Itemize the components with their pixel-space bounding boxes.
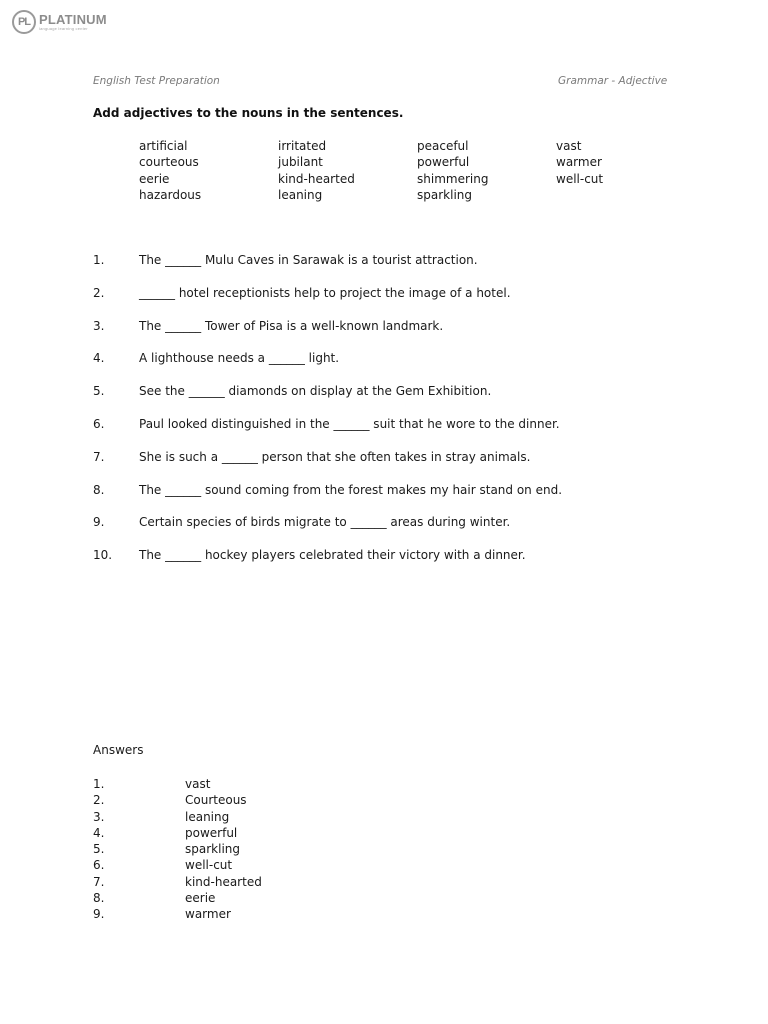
instructions-heading: Add adjectives to the nouns in the sentences. bbox=[93, 106, 404, 120]
answer-item bbox=[93, 810, 493, 826]
answer-number: 4. bbox=[93, 825, 105, 840]
answer-item bbox=[93, 875, 493, 891]
answer-item bbox=[93, 907, 493, 923]
header-topic: Grammar - Adjective bbox=[558, 75, 668, 87]
question-item bbox=[93, 548, 693, 581]
word-bank-item: vast bbox=[556, 139, 582, 153]
question-text: The ______ Tower of Pisa is a well-known landmark. bbox=[139, 318, 444, 333]
word-bank bbox=[139, 139, 656, 205]
answer-item bbox=[93, 826, 493, 842]
answer-word: vast bbox=[185, 777, 211, 791]
answers-heading: Answers bbox=[93, 743, 144, 757]
answer-word: leaning bbox=[185, 809, 230, 824]
question-number: 4. bbox=[93, 351, 105, 366]
answer-item bbox=[93, 842, 493, 858]
answer-number: 6. bbox=[93, 858, 105, 873]
question-number: 8. bbox=[93, 482, 105, 497]
question-item bbox=[93, 351, 693, 384]
question-item bbox=[93, 515, 693, 548]
header-course-title: English Test Preparation bbox=[93, 75, 220, 87]
answer-list bbox=[93, 777, 493, 924]
answer-number: 1. bbox=[93, 777, 105, 791]
answer-number: 9. bbox=[93, 907, 105, 922]
answer-number: 7. bbox=[93, 874, 105, 889]
question-list bbox=[93, 253, 693, 581]
word-bank-item: well-cut bbox=[556, 171, 604, 186]
question-number: 2. bbox=[93, 285, 105, 300]
question-text: The ______ hockey players celebrated their victory with a dinner. bbox=[139, 548, 526, 563]
question-text: She is such a ______ person that she often takes in stray animals. bbox=[139, 449, 531, 464]
logo-text bbox=[39, 13, 107, 31]
word-bank-item: leaning bbox=[278, 188, 323, 203]
question-text: The ______ sound coming from the forest makes my hair stand on end. bbox=[139, 482, 563, 497]
answer-item bbox=[93, 858, 493, 874]
question-item bbox=[93, 483, 693, 516]
word-bank-item bbox=[556, 188, 656, 204]
word-bank-item: kind-hearted bbox=[278, 171, 355, 186]
question-number: 9. bbox=[93, 515, 105, 530]
answer-word: eerie bbox=[185, 891, 216, 906]
word-bank-item: peaceful bbox=[417, 139, 469, 153]
question-number: 6. bbox=[93, 416, 105, 431]
answer-number: 2. bbox=[93, 793, 105, 808]
answer-number: 5. bbox=[93, 842, 105, 857]
word-bank-item: eerie bbox=[139, 171, 170, 186]
answer-word: powerful bbox=[185, 825, 238, 840]
question-text: Paul looked distinguished in the ______ suit that he wore to the dinner. bbox=[139, 416, 560, 431]
word-bank-item: powerful bbox=[417, 155, 470, 170]
question-item bbox=[93, 384, 693, 417]
answer-number: 8. bbox=[93, 891, 105, 906]
platinum-logo bbox=[12, 10, 107, 34]
answer-item bbox=[93, 891, 493, 907]
question-number: 3. bbox=[93, 318, 105, 333]
question-text: Certain species of birds migrate to ______ areas during winter. bbox=[139, 515, 511, 530]
question-number: 10. bbox=[93, 548, 113, 563]
question-item bbox=[93, 417, 693, 450]
word-bank-item: artificial bbox=[139, 139, 188, 153]
question-number: 1. bbox=[93, 253, 105, 267]
answer-word: well-cut bbox=[185, 858, 233, 873]
word-bank-item: irritated bbox=[278, 139, 327, 153]
question-number: 7. bbox=[93, 449, 105, 464]
question-item bbox=[93, 450, 693, 483]
logo-mark-icon: PL bbox=[12, 10, 36, 34]
question-text: See the ______ diamonds on display at the Gem Exhibition. bbox=[139, 384, 492, 399]
logo-name: PLATINUM bbox=[39, 12, 107, 27]
question-text: The ______ Mulu Caves in Sarawak is a tourist attraction. bbox=[139, 253, 478, 267]
word-bank-item: warmer bbox=[556, 155, 602, 170]
word-bank-item: shimmering bbox=[417, 171, 489, 186]
answer-word: kind-hearted bbox=[185, 874, 262, 889]
answer-word: sparkling bbox=[185, 842, 240, 857]
question-number: 5. bbox=[93, 384, 105, 399]
question-item bbox=[93, 253, 693, 286]
question-text: ______ hotel receptionists help to project the image of a hotel. bbox=[139, 285, 511, 300]
question-item bbox=[93, 286, 693, 319]
answer-number: 3. bbox=[93, 809, 105, 824]
question-item bbox=[93, 319, 693, 352]
word-bank-item: hazardous bbox=[139, 188, 202, 203]
question-text: A lighthouse needs a ______ light. bbox=[139, 351, 340, 366]
answer-item bbox=[93, 777, 493, 793]
logo-subtitle: language learning center bbox=[39, 26, 88, 31]
word-bank-item: sparkling bbox=[417, 188, 472, 203]
word-bank-item: jubilant bbox=[278, 155, 323, 170]
answer-word: Courteous bbox=[185, 793, 247, 808]
answer-item bbox=[93, 793, 493, 809]
word-bank-item: courteous bbox=[139, 155, 199, 170]
answer-word: warmer bbox=[185, 907, 231, 922]
